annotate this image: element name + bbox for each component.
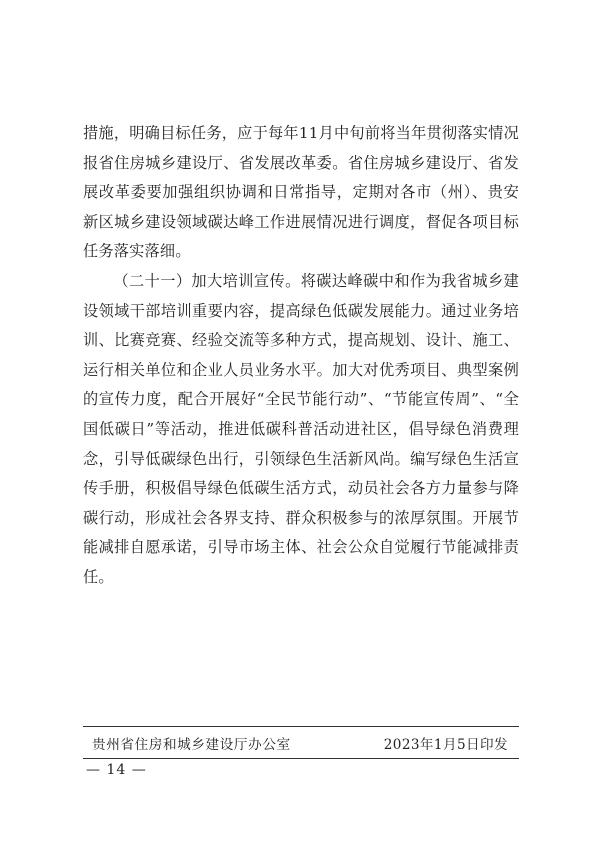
document-body: [83, 119, 519, 593]
page-number: — 14 —: [86, 762, 147, 778]
footer-issue-date: 2023年1月5日印发: [383, 737, 508, 753]
paragraph-training-publicity: （二十一）加大培训宣传。将碳达峰碳中和作为我省城乡建设领域干部培训重要内容，提高绿色低碳发展能力。通过业务培训、比赛竞赛、经验交流等多种方式，提高规划、设计、施工、运行相关单位和企业人员业务水平。加大对优秀项目、典型案例的宣传力度，配合开展好“全民节能行动”、“节能宣传周”、“全国低碳日”等活动，推进低碳科普活动进社区，倡导绿色消费理念，引导低碳绿色出行，引领绿色生活新风尚。编写绿色生活宣传手册，积极倡导绿色低碳生活方式，动员社会各方力量参与降碳行动，形成社会各界支持、群众积极参与的浓厚氛围。开展节能减排自愿承诺，引导市场主体、社会公众自觉履行节能减排责任。: [83, 271, 519, 586]
paragraph-measures-continuation: 措施，明确目标任务，应于每年11月中旬前将当年贯彻落实情况报省住房城乡建设厅、省发展改革委。省住房城乡建设厅、省发展改革委要加强组织协调和日常指导，定期对各市（州）、贵安新区城乡建设领域碳达峰工作进展情况进行调度，督促各项目标任务落实落细。: [83, 124, 519, 261]
footer-issuer: 贵州省住房和城乡建设厅办公室: [92, 737, 291, 753]
footer-bottom-rule: [83, 758, 519, 759]
footer-top-rule: [83, 726, 519, 727]
